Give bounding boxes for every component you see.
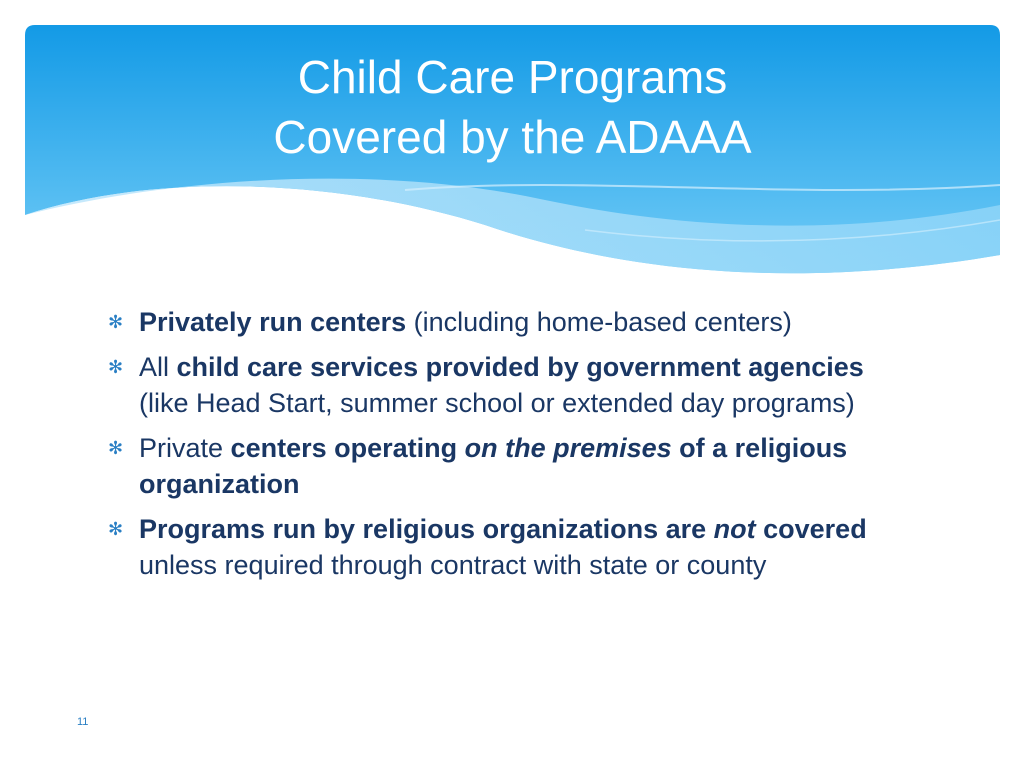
bullet-item: [108, 511, 918, 583]
bullet-text-bold: Programs run by religious organizations are: [139, 514, 714, 544]
slide-title: [25, 47, 1000, 167]
title-banner: [25, 25, 1000, 285]
page-number: 11: [77, 716, 89, 728]
bullet-text-bold: covered: [755, 514, 867, 544]
bullet-text-bold: child care services provided by government agencies: [176, 352, 864, 382]
bullet-text: Private: [139, 433, 231, 463]
asterisk-bullet-icon: ✻: [108, 357, 124, 377]
asterisk-bullet-icon: ✻: [108, 438, 124, 458]
bullet-item: [108, 304, 918, 340]
bullet-text-bold-italic: not: [713, 514, 756, 544]
bullet-text-bold-italic: on the premises: [464, 433, 672, 463]
asterisk-bullet-icon: ✻: [108, 312, 124, 332]
bullet-text-bold: Privately run centers: [139, 307, 407, 337]
bullet-text: (including home-based centers): [406, 307, 792, 337]
slide-title-line1: Child Care Programs: [297, 51, 728, 103]
bullet-list: [108, 304, 918, 592]
slide-title-line2: Covered by the ADAAA: [273, 111, 752, 163]
bullet-text-bold: centers operating: [230, 433, 465, 463]
bullet-item: [108, 430, 918, 502]
bullet-text-bold: of a religious organization: [139, 433, 848, 499]
bullet-text: (like Head Start, summer school or extended day programs): [139, 388, 855, 418]
asterisk-bullet-icon: ✻: [108, 519, 124, 539]
bullet-text: All: [139, 352, 177, 382]
bullet-item: [108, 349, 918, 421]
bullet-text: unless required through contract with state or county: [139, 550, 767, 580]
